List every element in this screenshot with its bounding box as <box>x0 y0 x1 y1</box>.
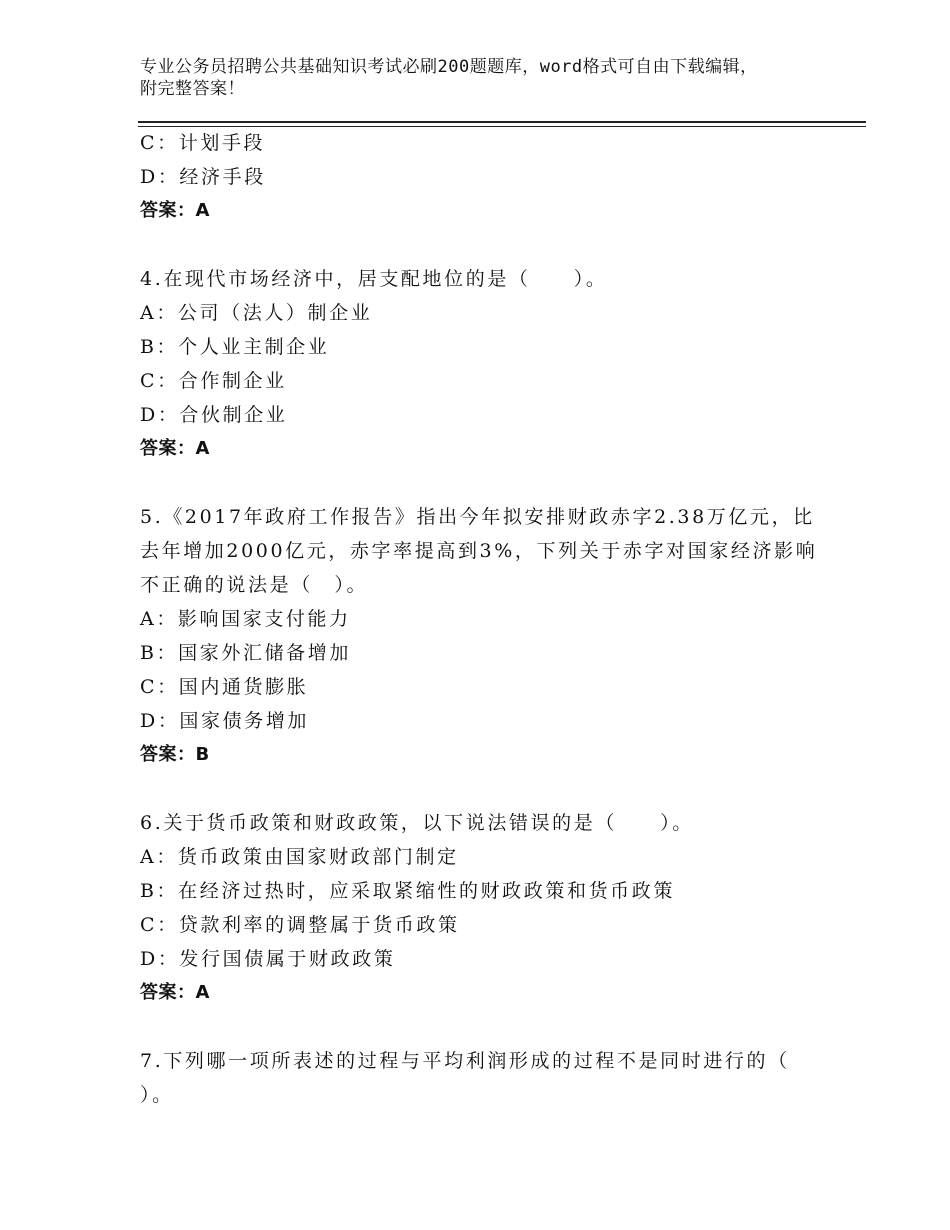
question-stem-line-2: 去年增加2000亿元，赤字率提高到3%，下列关于赤字对国家经济影响 <box>140 540 818 562</box>
spacer <box>140 1010 830 1044</box>
option-d: D：合伙制企业 <box>140 404 288 426</box>
spacer <box>140 466 830 500</box>
question-7 <box>140 1044 830 1112</box>
option-d: D：发行国债属于财政政策 <box>140 948 396 970</box>
option-b: B：个人业主制企业 <box>140 336 330 358</box>
spacer <box>140 228 830 262</box>
previous-question-tail <box>140 126 830 228</box>
question-stem-line-2: ）。 <box>140 1084 174 1106</box>
option-c: C：合作制企业 <box>140 370 287 392</box>
answer-line: 答案：A <box>140 438 210 459</box>
spacer <box>140 772 830 806</box>
header-title-line-2: 附完整答案！ <box>140 79 245 99</box>
header-divider-thick <box>138 121 866 123</box>
answer-line: 答案：B <box>140 744 210 765</box>
answer-line: 答案：A <box>140 982 210 1003</box>
question-stem-line-1: 5.《2017年政府工作报告》指出今年拟安排财政赤字2.38万亿元，比 <box>140 506 815 528</box>
question-stem: 4.在现代市场经济中，居支配地位的是（ ）。 <box>140 268 608 290</box>
question-stem: 6.关于货币政策和财政政策，以下说法错误的是（ ）。 <box>140 812 694 834</box>
option-a: A：货币政策由国家财政部门制定 <box>140 846 459 868</box>
option-c: C：国内通货膨胀 <box>140 676 309 698</box>
option-b: B：国家外汇储备增加 <box>140 642 351 664</box>
question-6 <box>140 806 830 1010</box>
option-a: A：公司（法人）制企业 <box>140 302 373 324</box>
question-stem-line-3: 不正确的说法是（ ）。 <box>140 574 369 596</box>
option-c: C：计划手段 <box>140 132 266 154</box>
answer-line: 答案：A <box>140 200 210 221</box>
option-d: D：经济手段 <box>140 166 266 188</box>
question-stem-line-1: 7.下列哪一项所表述的过程与平均利润形成的过程不是同时进行的（ <box>140 1050 790 1072</box>
document-body <box>140 126 830 1112</box>
option-c: C：贷款利率的调整属于货币政策 <box>140 914 460 936</box>
question-4 <box>140 262 830 466</box>
header-title-line-1: 专业公务员招聘公共基础知识考试必刷200题题库，word格式可自由下载编辑， <box>140 57 758 77</box>
question-5 <box>140 500 830 772</box>
option-a: A：影响国家支付能力 <box>140 608 351 630</box>
option-b: B：在经济过热时，应采取紧缩性的财政政策和货币政策 <box>140 880 675 902</box>
option-d: D：国家债务增加 <box>140 710 310 732</box>
document-header <box>140 56 840 100</box>
